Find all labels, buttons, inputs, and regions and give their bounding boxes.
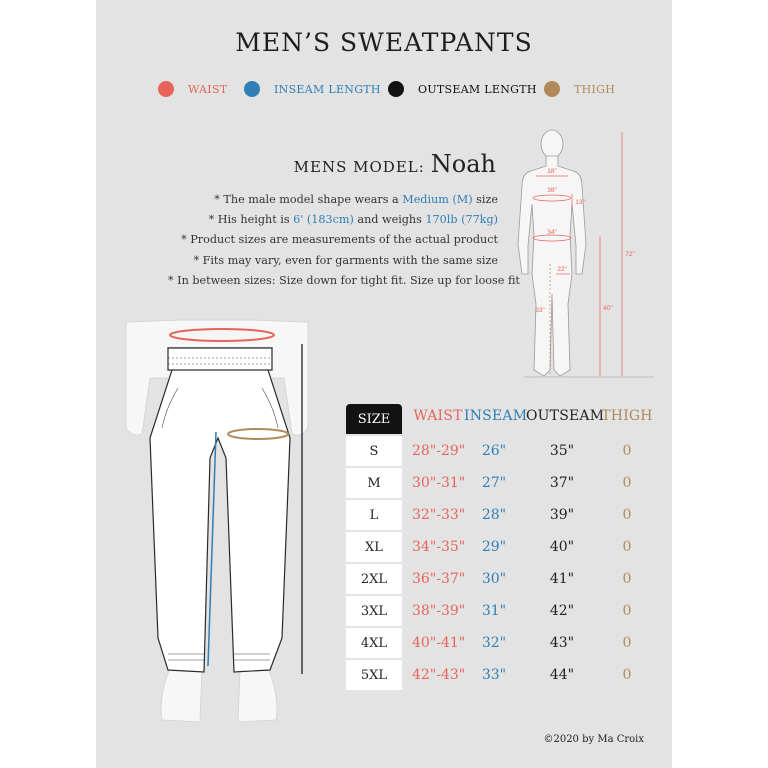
- inseam-dot-icon: [244, 81, 260, 97]
- waist-cell: 32"-33": [412, 507, 466, 523]
- legend-item-inseam: [244, 80, 381, 98]
- outseam-column-header: OUTSEAM: [526, 408, 605, 424]
- chest-measure-label: 38": [547, 187, 557, 194]
- table-row: [346, 564, 656, 596]
- thigh-column-header: THIGH: [601, 408, 653, 424]
- legend-item-thigh: [544, 80, 615, 98]
- model-notes: [168, 190, 520, 291]
- size-cell: XL: [346, 532, 402, 562]
- legend-label-waist: WAIST: [188, 82, 228, 96]
- thigh-cell: 0: [622, 603, 632, 619]
- outseam-cell: 43": [549, 635, 575, 651]
- body-measurement-figure: [514, 124, 664, 384]
- inseam-cell: 33": [481, 667, 507, 683]
- model-name: Noah: [430, 150, 496, 178]
- outseam-cell: 40": [549, 539, 575, 555]
- waist-measure-label: 34": [547, 229, 557, 236]
- inseam-cell: 28": [481, 507, 507, 523]
- outseam-cell: 42": [549, 603, 575, 619]
- legend-label-inseam: INSEAM LENGTH: [274, 82, 381, 96]
- size-chart-card: [96, 0, 672, 768]
- note-line: * The male model shape wears a Medium (M) size: [214, 193, 498, 206]
- outseam-cell: 37": [549, 475, 575, 491]
- waist-dot-icon: [158, 81, 174, 97]
- legend-item-waist: [158, 80, 227, 98]
- legend-label-thigh: THIGH: [574, 82, 616, 96]
- model-label: MENS MODEL:: [293, 158, 425, 176]
- outseam-cell: 35": [549, 443, 575, 459]
- shoulder-measure-label: 18": [547, 168, 557, 175]
- thigh-cell: 0: [622, 667, 632, 683]
- thigh-cell: 0: [622, 539, 632, 555]
- waist-cell: 36"-37": [412, 571, 466, 587]
- size-cell: 2XL: [346, 564, 402, 594]
- note-line: * Product sizes are measurements of the actual product: [181, 233, 498, 247]
- note-line: * His height is 6' (183cm) and weighs 170lb (77kg): [208, 213, 498, 227]
- outseam-cell: 44": [549, 667, 575, 683]
- table-row: [346, 468, 656, 500]
- inseam-cell: 26": [481, 443, 507, 459]
- waist-column-header: WAIST: [413, 408, 463, 424]
- pants-illustration: [122, 318, 312, 730]
- thigh-dot-icon: [544, 81, 560, 97]
- waist-cell: 28"-29": [412, 443, 466, 459]
- size-cell: 5XL: [346, 660, 402, 690]
- page-title: MEN’S SWEATPANTS: [235, 28, 533, 57]
- note-line: * In between sizes: Size down for tight fit. Size up for loose fit: [168, 273, 520, 287]
- thigh-cell: 0: [622, 635, 632, 651]
- inseam-cell: 32": [481, 635, 507, 651]
- thigh-cell: 0: [622, 443, 632, 459]
- inseam-cell: 30": [481, 571, 507, 587]
- outseam-measure-label: 40": [603, 305, 613, 312]
- outseam-cell: 41": [549, 571, 575, 587]
- table-row: [346, 532, 656, 564]
- thigh-measure-label: 22": [557, 266, 567, 273]
- inseam-cell: 31": [481, 603, 507, 619]
- side-measure-label: 13": [575, 199, 585, 206]
- legend-item-outseam: [388, 80, 537, 98]
- waist-cell: 38"-39": [412, 603, 466, 619]
- outseam-dot-icon: [388, 81, 404, 97]
- model-heading: [294, 150, 496, 178]
- size-cell: M: [346, 468, 402, 498]
- legend-label-outseam: OUTSEAM LENGTH: [418, 82, 537, 96]
- waist-cell: 40"-41": [412, 635, 466, 651]
- waist-cell: 30"-31": [412, 475, 466, 491]
- inseam-cell: 29": [481, 539, 507, 555]
- inseam-column-header: INSEAM: [464, 408, 528, 424]
- outseam-cell: 39": [549, 507, 575, 523]
- inseam-measure-label: 33": [535, 307, 545, 314]
- note-line: * Fits may vary, even for garments with the same size: [193, 253, 498, 267]
- size-cell: 4XL: [346, 628, 402, 658]
- thigh-cell: 0: [622, 507, 632, 523]
- waist-cell: 42"-43": [412, 667, 466, 683]
- table-row: [346, 436, 656, 468]
- copyright-text: ©2020 by Ma Croix: [543, 734, 644, 745]
- size-cell: 3XL: [346, 596, 402, 626]
- table-row: [346, 596, 656, 628]
- table-row: [346, 660, 656, 692]
- waist-cell: 34"-35": [412, 539, 466, 555]
- thigh-cell: 0: [622, 475, 632, 491]
- size-column-header: SIZE: [346, 404, 402, 434]
- height-measure-label: 72": [625, 251, 635, 258]
- size-cell: S: [346, 436, 402, 466]
- thigh-cell: 0: [622, 571, 632, 587]
- table-row: [346, 500, 656, 532]
- table-row: [346, 628, 656, 660]
- inseam-cell: 27": [481, 475, 507, 491]
- size-cell: L: [346, 500, 402, 530]
